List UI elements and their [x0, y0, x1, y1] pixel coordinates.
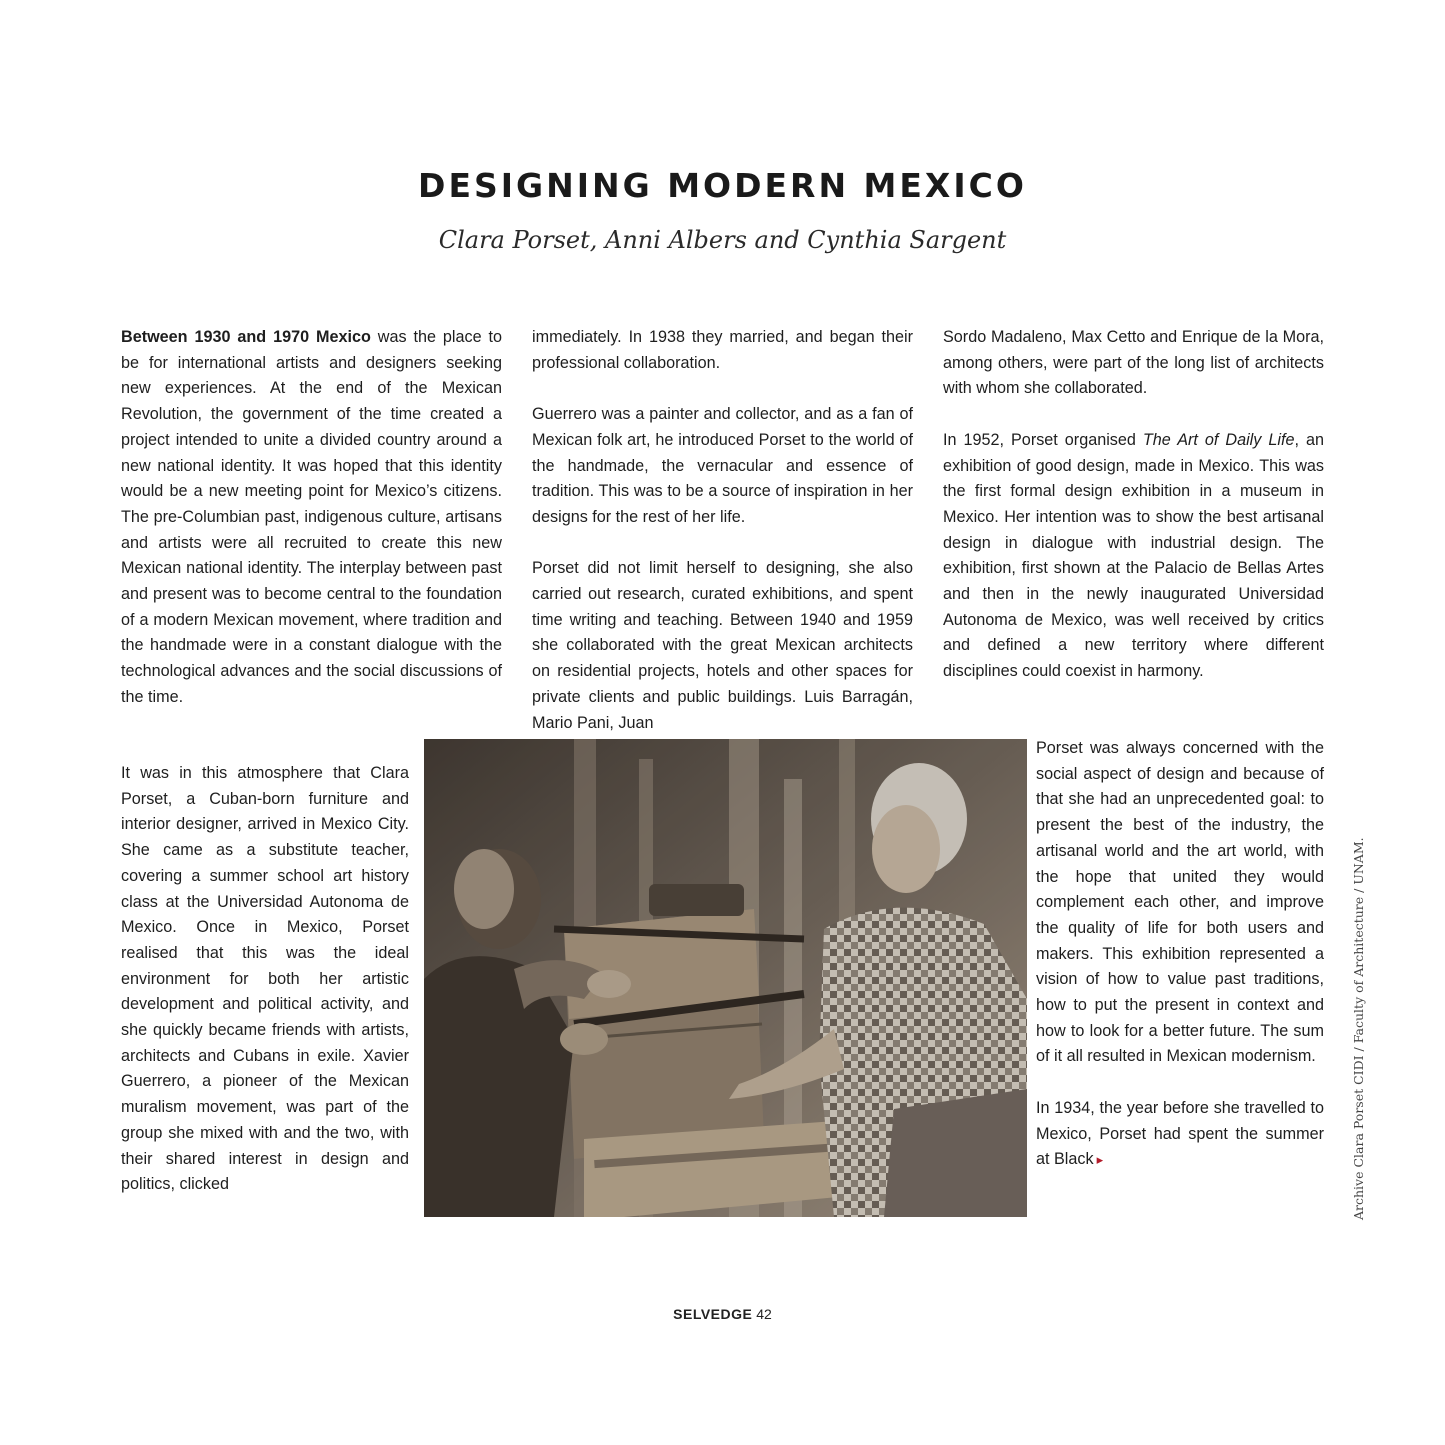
column3-paragraph-1: Sordo Madaleno, Max Cetto and Enrique de la Mora, among others, were part of the long list of architects with whom she collaborated. — [943, 328, 1324, 398]
column2-paragraph-1: immediately. In 1938 they married, and began their professional collaboration. — [532, 328, 913, 372]
photo-illustration — [424, 739, 1027, 1217]
lead-bold-text: Between 1930 and 1970 Mexico — [121, 328, 371, 346]
page-footer — [0, 1306, 1445, 1322]
exhibition-title: The Art of Daily Life — [1142, 430, 1295, 449]
column3-paragraph-2 — [943, 428, 1324, 685]
column3-paragraph-2-start: In 1952, Porset organised — [943, 430, 1143, 449]
article-title: DESIGNING MODERN MEXICO — [418, 166, 1027, 205]
column-2 — [532, 325, 913, 736]
column-3 — [943, 325, 1324, 685]
page-number: 42 — [756, 1306, 772, 1322]
column1-paragraph-1-body: was the place to be for international artists and designers seeking new experiences. At the end of the Mexican Revolution, the government of the time created a project intended to unite a divided country around a new national identity. It was hoped that this identity would be a new meeting point for Mexico’s citizens. The pre-Columbian past, indigenous culture, artisans and artists were all recruited to create this new Mexican national identity. The interplay between past and present was to become central to the foundation of a modern Mexican movement, where tradition and the handmade were in a constant dialogue with the technological advances and the social discussions of the time. — [121, 328, 502, 706]
column1-paragraph-2: It was in this atmosphere that Clara Porset, a Cuban-born furniture and interior designer, arrived in Mexico City. She came as a substitute teacher, covering a summer school art history class at the Universidad Autonoma de Mexico. Once in Mexico, Porset realised that this was the ideal environment for both her artistic development and political activity, and she quickly became friends with artists, architects and Cubans in exile. Xavier Guerrero, a pioneer of the Mexican muralism movement, was part of the group she mixed with and the two, with their shared interest in design and politics, clicked — [121, 764, 409, 1194]
column3-paragraph-4 — [1036, 1096, 1324, 1173]
column3-paragraph-2-body: , an exhibition of good design, made in Mexico. This was the first formal design exhibition in a museum in Mexico. Her intention was to show the best artisanal design in dialogue with industrial design. The exhibition, first shown at the Palacio de Bellas Artes and then in the newly inaugurated Universidad Autonoma de Mexico, was well received by critics and defined a new territory where different disciplines could coexist in harmony. — [943, 430, 1324, 681]
column2-paragraph-2: Guerrero was a painter and collector, and as a fan of Mexican folk art, he introduced Porset to the world of the handmade, the vernacular and essence of tradition. This was to be a source of inspiration in her designs for the rest of her life. — [532, 405, 913, 526]
photo-credit: Archive Clara Porset CIDI / Faculty of Architecture / UNAM. — [1351, 837, 1366, 1220]
column1-paragraph-1 — [121, 325, 502, 711]
magazine-name: SELVEDGE — [673, 1306, 753, 1322]
column3-paragraph-4-body: In 1934, the year before she travelled to Mexico, Porset had spent the summer at Black — [1036, 1098, 1324, 1169]
archive-photograph — [424, 739, 1027, 1217]
column3-paragraph-3: Porset was always concerned with the social aspect of design and because of that she had an unprecedented goal: to present the best of the industry, the artisanal world and the art world, with the hope that united they would complement each other, and improve the quality of life for both users and makers. This exhibition represented a vision of how to value past traditions, how to put the present in context and how to look for a better future. The sum of it all resulted in Mexican modernism. — [1036, 739, 1324, 1066]
continue-arrow-icon: ▸ — [1096, 1152, 1104, 1168]
column-3-lower — [1036, 736, 1324, 1173]
article-subtitle: Clara Porset, Anni Albers and Cynthia Sargent — [438, 226, 1007, 254]
column2-paragraph-3: Porset did not limit herself to designing, she also carried out research, curated exhibitions, and spent time writing and teaching. Between 1940 and 1959 she collaborated with the great Mexican architects on residential projects, hotels and other spaces for private clients and public buildings. Luis Barragán, Mario Pani, Juan — [532, 559, 913, 732]
